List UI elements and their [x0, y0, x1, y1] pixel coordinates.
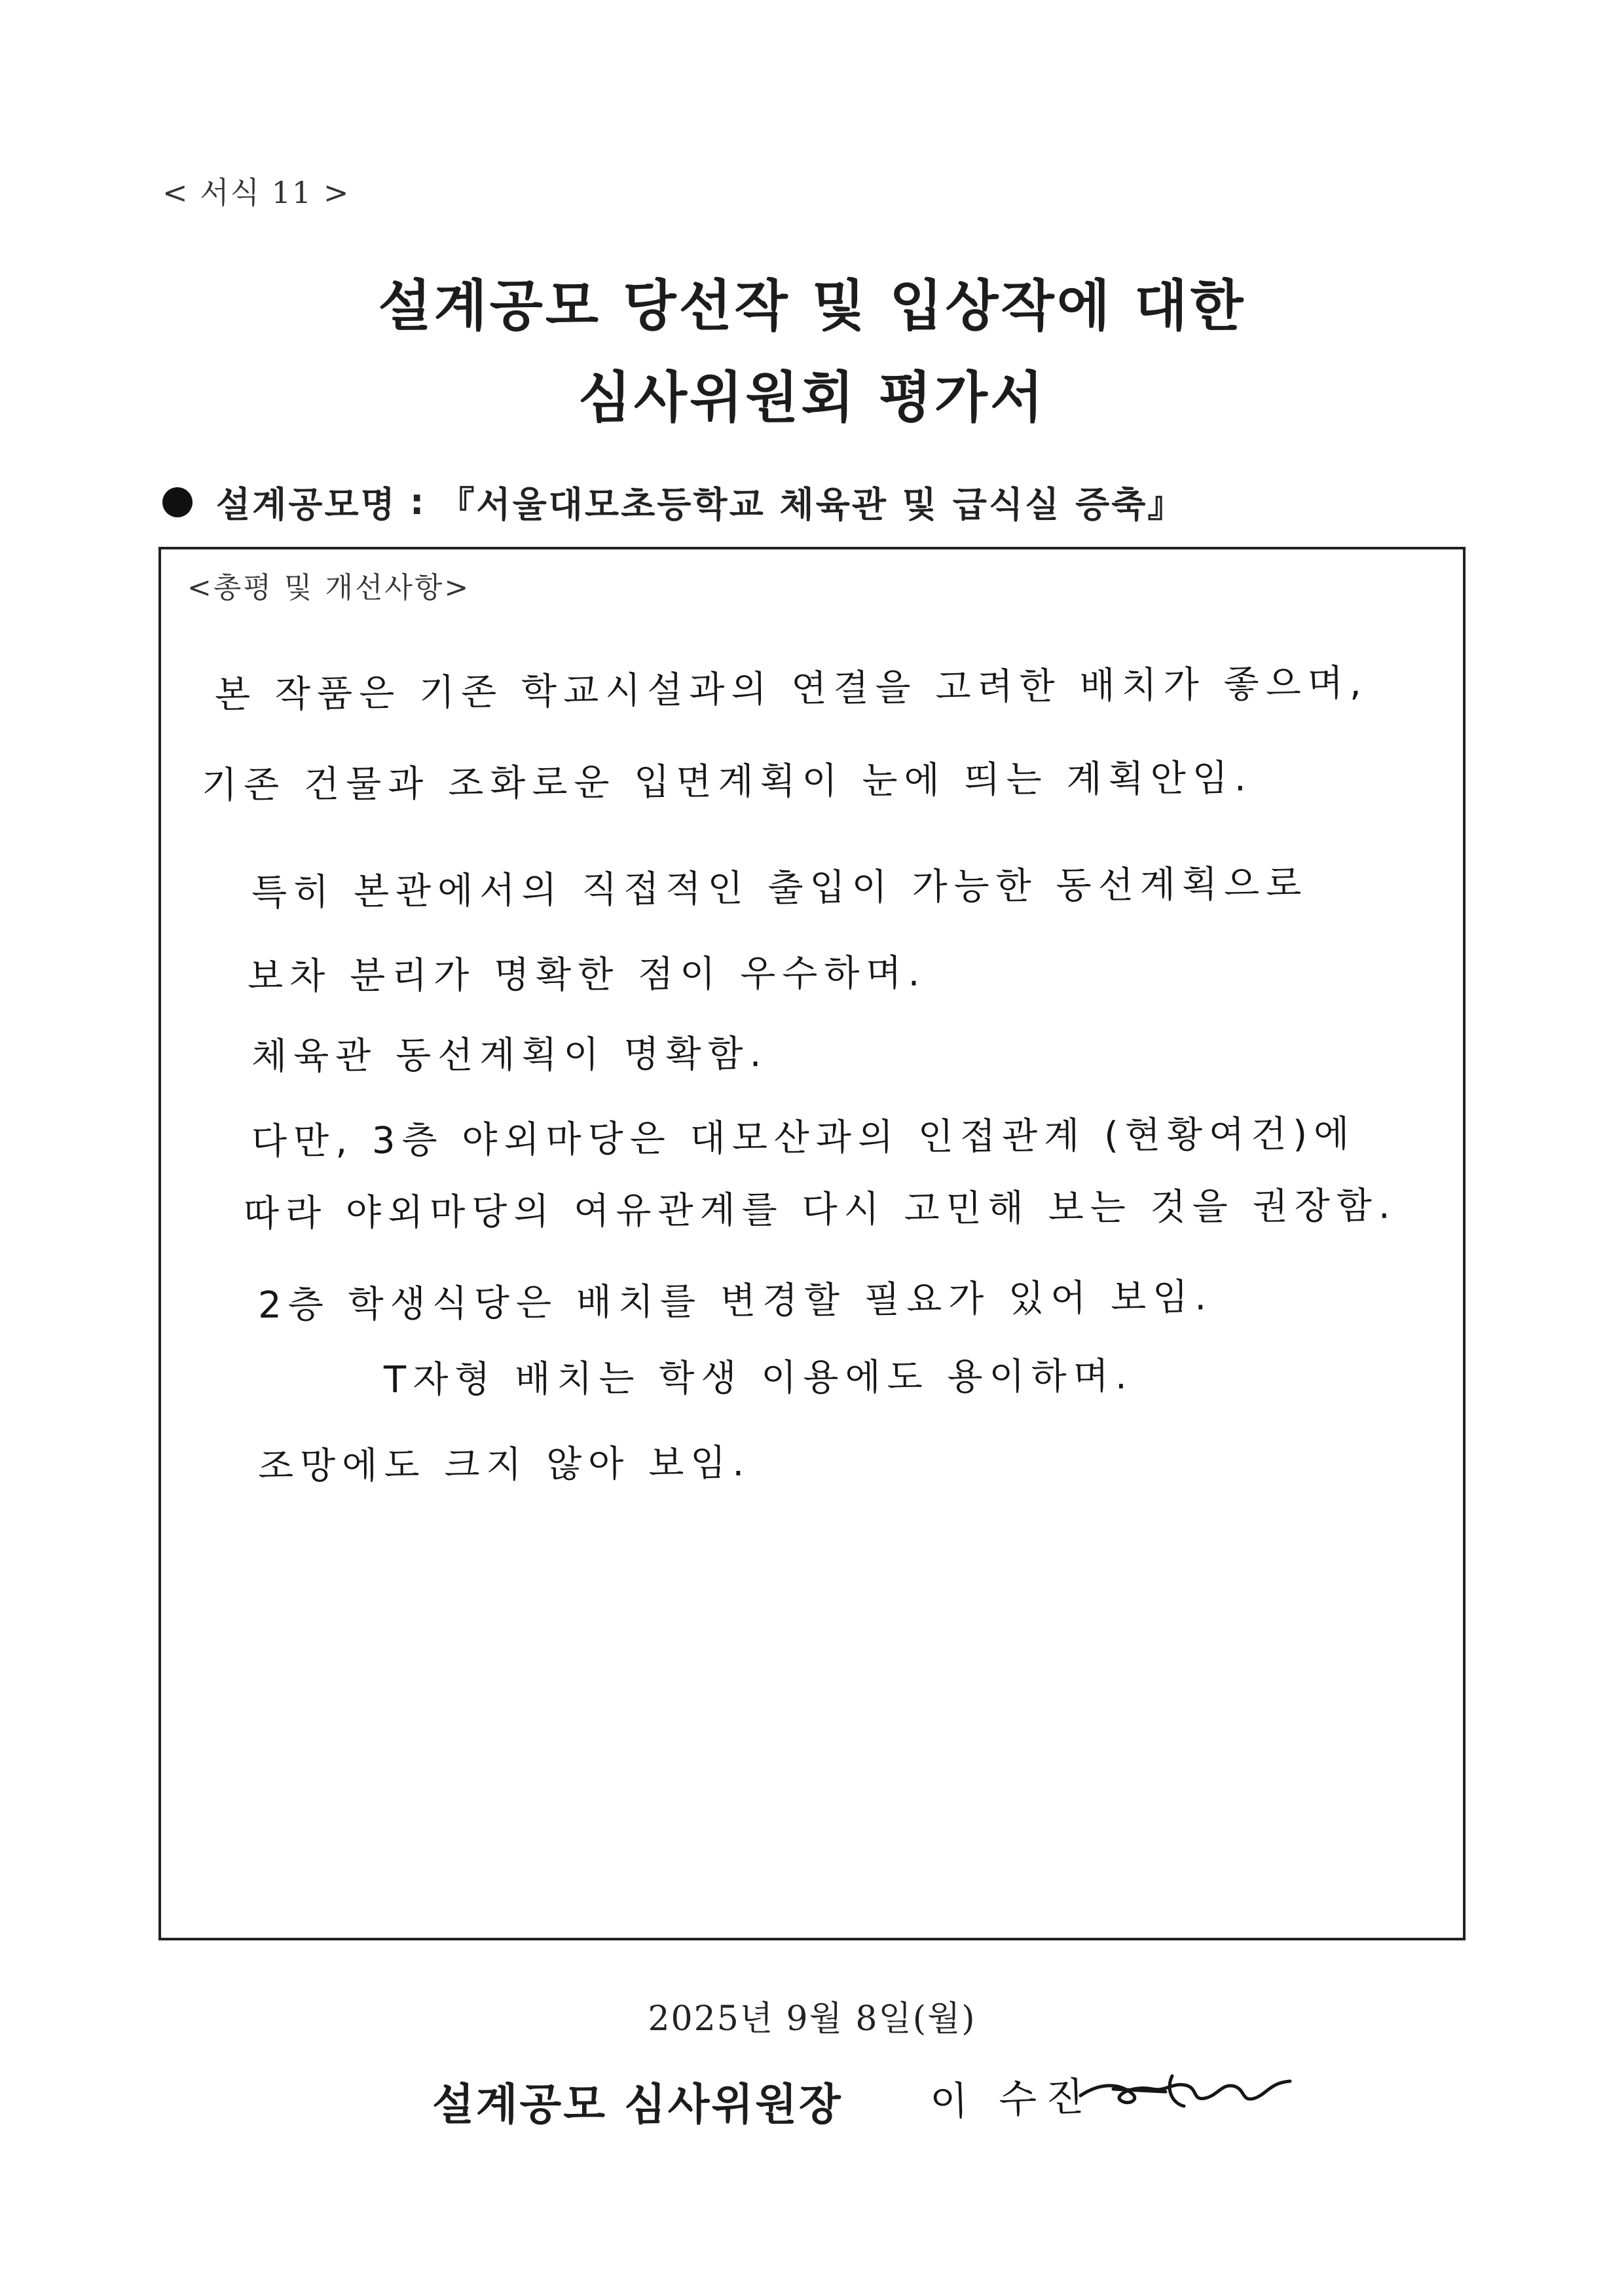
handwritten-line: 체육관 동선계획이 명확함.: [251, 1032, 768, 1078]
bullet-icon: [162, 487, 193, 517]
document-date: 2025년 9월 8일(월): [648, 1999, 976, 2039]
document-title-line2: 심사위원회 평가서: [578, 365, 1046, 430]
competition-label: 설계공모명: [216, 484, 397, 525]
handwritten-line: 따라 야외마당의 여유관계를 다시 고민해 보는 것을 권장함.: [243, 1184, 1397, 1235]
signer-name: 이 수진: [929, 2073, 1094, 2126]
handwritten-line: 2층 학생식당은 배치를 변경할 필요가 있어 보임.: [257, 1276, 1213, 1327]
handwritten-line: 다만, 3층 야외마당은 대모산과의 인접관계 (현황여건)에: [251, 1113, 1356, 1163]
handwritten-line: 기존 건물과 조화로운 입면계획이 눈에 띄는 계획안임.: [201, 756, 1253, 807]
evaluation-box: [158, 547, 1466, 1940]
competition-name: 『서울대모초등학교 체육관 및 급식실 증축』: [439, 484, 1185, 525]
signer-title: 설계공모 심사위원장: [432, 2079, 843, 2130]
competition-colon: :: [409, 481, 426, 523]
handwritten-line: T자형 배치는 학생 이용에도 용이하며.: [383, 1355, 1134, 1401]
signature-icon: [1074, 2063, 1297, 2115]
document-title-line1: 설계공모 당선작 및 입상작에 대한: [378, 274, 1246, 338]
competition-name-row: [162, 477, 1185, 527]
form-number: < 서식 11 >: [162, 175, 350, 210]
handwritten-line: 본 작품은 기존 학교시설과의 연결을 고려한 배치가 좋으며,: [214, 661, 1369, 716]
section-label: <총평 및 개선사항>: [187, 571, 471, 604]
handwritten-line: 조망에도 크지 않아 보임.: [257, 1441, 751, 1488]
handwritten-line: 보차 분리가 명확한 점이 우수하며.: [247, 952, 927, 998]
handwritten-line: 특히 본관에서의 직접적인 출입이 가능한 동선계획으로: [251, 862, 1308, 914]
